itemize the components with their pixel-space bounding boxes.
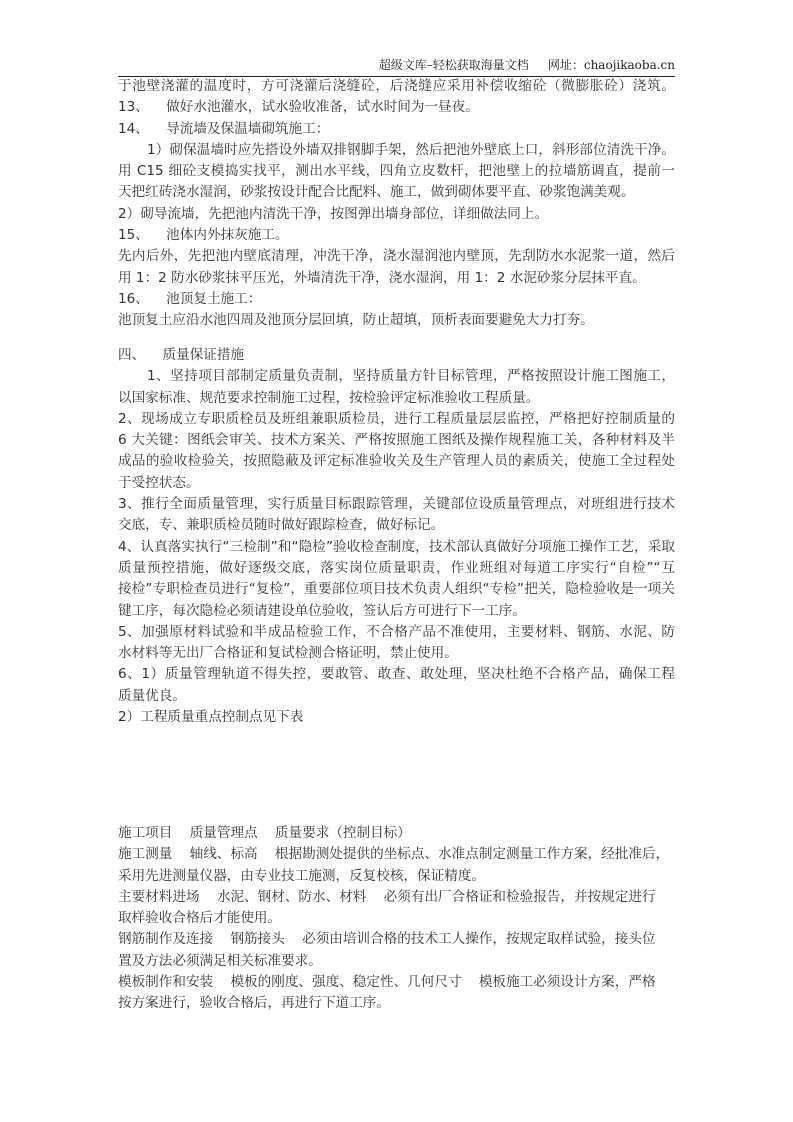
item-16: 16、 池顶复土施工：	[118, 290, 262, 307]
table-header: 施工项目 质量管理点 质量要求（控制目标）	[118, 825, 411, 841]
text-line: 1、坚持项目部制定质量负责制，坚持质量方针目标管理，严格按照设计施工图施工，	[147, 368, 675, 385]
text-line: 于受控状态。	[118, 474, 200, 491]
text-line: 1）砌保温墙时应先搭设外墙双排钢脚手架，然后把池外壁底上口，斜形部位清洗干净。	[147, 141, 675, 158]
table-row: 按方案进行，验收合格后，再进行下道工序。	[118, 995, 390, 1012]
text-line: 2）工程质量重点控制点见下表	[118, 709, 304, 726]
text-line: 先内后外，先把池内壁底清理，冲洗干净，浇水湿润池内壁顶，先刮防水水泥浆一道，然后	[118, 248, 675, 265]
item-15: 15、 池体内外抹灰施工。	[118, 227, 289, 244]
text-line: 2、现场成立专职质栓员及班组兼职质检员，进行工程质量层层监控，严格把好控制质量的	[118, 410, 675, 427]
section-construction	[118, 76, 675, 332]
text-line: 键工序，每次隐检必须请建设单位验收，签认后方可进行下一工序。	[118, 602, 526, 619]
table-row: 置及方法必须满足相关标准要求。	[118, 952, 322, 969]
text-line: 6 大关键：图纸会审关、技术方案关、严格按照施工图纸及操作规程施工关，各种材料及半	[118, 432, 675, 449]
page-header	[118, 56, 675, 73]
table-row: 钢筋制作及连接 钢筋接头 必须由培训合格的技术工人操作，按规定取样试验，接头位	[118, 931, 656, 948]
text-line: 6、1）质量管理轨道不得失控，要敢管、敢查、敢处理，坚决杜绝不合格产品，确保工程	[118, 666, 675, 683]
text-line: 以国家标准、规范要求控制施工过程，按检验评定标准验收工程质量。	[118, 389, 540, 406]
quality-control-table	[118, 823, 675, 1015]
text-line: 用 1：2 防水砂浆抹平压光，外墙清洗干净，浇水湿润，用 1：2 水泥砂浆分层抹平直。	[118, 269, 646, 286]
text-line: 水材料等无出厂合格证和复试检测合格证明，禁止使用。	[118, 645, 458, 662]
text-line: 于池壁浇灌的温度时，方可浇灌后浇缝砼，后浇缝应采用补偿收缩砼（微膨胀砼）浇筑。	[118, 78, 675, 94]
section-quality	[118, 345, 675, 728]
text-line: 3、推行全面质量管理，实行质量目标跟踪管理，关键部位设质量管理点，对班组进行技术	[118, 496, 675, 513]
item-14: 14、 导流墙及保温墙砌筑施工：	[118, 120, 330, 137]
text-line: 交底，专、兼职质检员随时做好跟踪检查，做好标记。	[118, 517, 445, 534]
text-line: 2）砌导流墙，先把池内清洗干净，按图弹出墙身部位，详细做法同上。	[118, 205, 549, 222]
section-heading: 四、 质量保证措施	[118, 347, 245, 363]
table-row: 施工测量 轴线、标高 根据勘测处提供的坐标点、水准点制定测量工作方案，经批准后，	[118, 846, 670, 863]
table-row: 模板制作和安装 模板的刚度、强度、稳定性、几何尺寸 模板施工必须设计方案，严格	[118, 974, 656, 991]
text-line: 5、加强原材料试验和半成品检验工作，不合格产品不准使用，主要材料、钢筋、水泥、防	[118, 623, 675, 640]
text-line: 天把红砖浇水湿润，砂浆按设计配合比配料、施工，做到砌体要平直、砂浆饱满美观。	[118, 184, 635, 201]
text-line: 质量预控措施，做好逐级交底，落实岗位质量职责，作业班组对每道工序实行“自检”“互	[118, 559, 675, 576]
table-row: 主要材料进场 水泥、钢材、防水、材料 必须有出厂合格证和检验报告，并按规定进行	[118, 888, 656, 905]
text-line: 4、认真落实执行“三检制”和“隐检”验收检查制度，技术部认真做好分项施工操作工艺，采取	[118, 538, 675, 555]
item-13: 13、 做好水池灌水，试水验收准备，试水时间为一昼夜。	[118, 99, 479, 116]
table-row: 取样验收合格后才能使用。	[118, 910, 282, 927]
text-line: 池顶复土应沿水池四周及池顶分层回填，防止超填，顶析表面要避免大力打夯。	[118, 312, 594, 329]
site-url[interactable]: 网址：chaojikaoba.cn	[547, 58, 675, 72]
table-row: 采用先进测量仪器，由专业技工施测，反复校核，保证精度。	[118, 867, 486, 884]
site-name: 超级文库–轻松获取海量文档	[378, 58, 529, 72]
text-line: 质量优良。	[118, 687, 186, 704]
text-line: 接检”专职检查员进行“复检”，重要部位项目技术负责人组织“专检”把关，隐检验收是一项关	[118, 581, 675, 598]
text-line: 成品的验收检验关，按照隐蔽及评定标准验收关及生产管理人员的素质关，使施工全过程处	[118, 453, 675, 470]
text-line: 用 C15 细砼支模捣实找平，测出水平线，四角立皮数杆，把池壁上的拉墙筋调直，提前一	[118, 163, 675, 180]
